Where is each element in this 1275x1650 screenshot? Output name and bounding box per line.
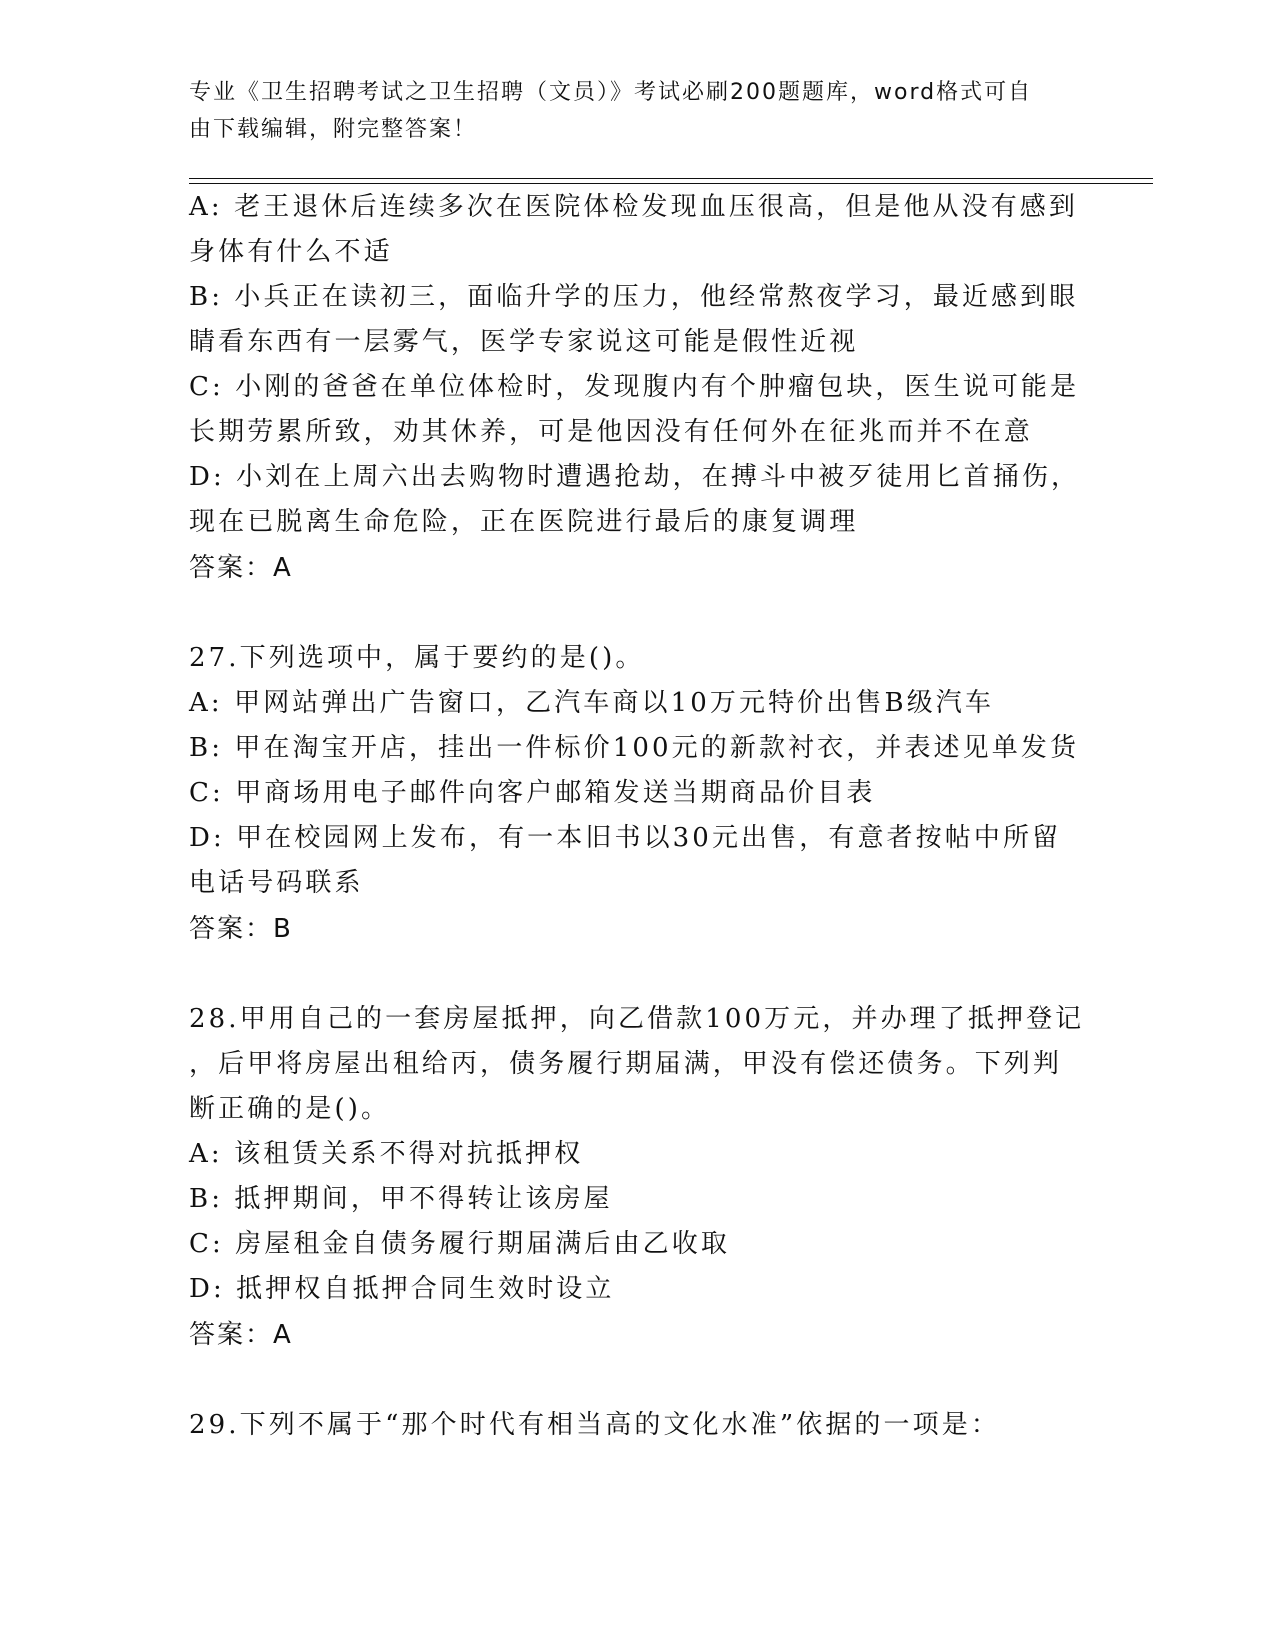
q28-option-a: A: 该租赁关系不得对抗抵押权 [189,1139,584,1169]
header-divider-bottom [189,183,1153,184]
q27-question: 27.下列选项中，属于要约的是()。 [189,643,645,673]
q28-option-d: D: 抵押权自抵押合同生效时设立 [189,1274,615,1304]
q27-option-a: A: 甲网站弹出广告窗口，乙汽车商以10万元特价出售B级汽车 [189,688,994,718]
document-header [189,74,1069,148]
q27-option-d-line-1: D: 甲在校园网上发布，有一本旧书以30元出售，有意者按帖中所留 [189,823,1062,853]
q29-question: 29.下列不属于“那个时代有相当高的文化水准”依据的一项是： [189,1410,1000,1440]
q27-option-b: B: 甲在淘宝开店，挂出一件标价100元的新款衬衣，并表述见单发货 [189,733,1080,763]
q28-question-line-1: 28.甲用自己的一套房屋抵押，向乙借款100万元，并办理了抵押登记 [189,1004,1085,1034]
header-divider-top [189,178,1153,179]
header-line-2: 由下载编辑，附完整答案！ [189,117,478,142]
q26-option-d-line-2: 现在已脱离生命危险，正在医院进行最后的康复调理 [189,507,859,537]
q26-option-b-line-2: 睛看东西有一层雾气，医学专家说这可能是假性近视 [189,327,859,357]
q26-option-c-line-2: 长期劳累所致，劝其休养，可是他因没有任何外在征兆而并不在意 [189,417,1033,447]
q28-option-c: C: 房屋租金自债务履行期届满后由乙收取 [189,1229,730,1259]
q26-option-c-line-1: C: 小刚的爸爸在单位体检时，发现腹内有个肿瘤包块，医生说可能是 [189,372,1080,402]
q28-question-line-2: ，后甲将房屋出租给丙，债务履行期届满，甲没有偿还债务。下列判 [189,1049,1063,1079]
q28-answer: 答案：A [189,1320,293,1350]
q28-question-line-3: 断正确的是()。 [189,1094,391,1124]
q28-option-b: B: 抵押期间，甲不得转让该房屋 [189,1184,613,1214]
q27-answer: 答案：B [189,914,293,944]
q26-option-d-line-1: D: 小刘在上周六出去购物时遭遇抢劫，在搏斗中被歹徒用匕首捅伤， [189,462,1081,492]
q27-option-d-line-2: 电话号码联系 [189,868,364,898]
q26-option-a-line-1: A: 老王退休后连续多次在医院体检发现血压很高，但是他从没有感到 [189,192,1079,222]
header-line-1: 专业《卫生招聘考试之卫生招聘（文员）》考试必刷200题题库，word格式可自 [189,80,1033,105]
q26-option-a-line-2: 身体有什么不适 [189,237,393,267]
q27-option-c: C: 甲商场用电子邮件向客户邮箱发送当期商品价目表 [189,778,876,808]
q26-option-b-line-1: B: 小兵正在读初三，面临升学的压力，他经常熬夜学习，最近感到眼 [189,282,1079,312]
q26-answer: 答案：A [189,553,293,583]
